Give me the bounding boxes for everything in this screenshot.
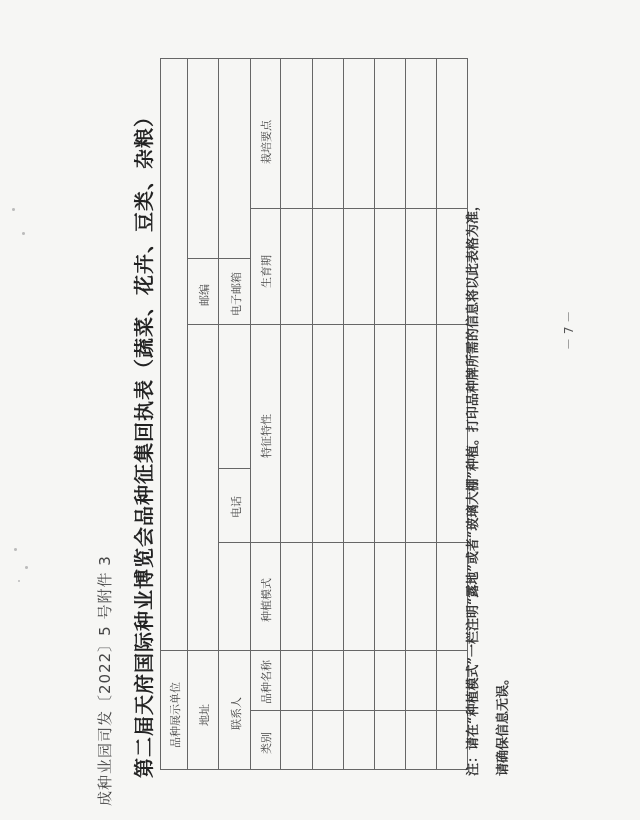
scan-speck [14,548,17,551]
scan-speck [22,232,25,235]
collection-form-table [160,58,468,770]
address-label: 地址 [198,704,211,726]
table-line [218,58,219,770]
table-line [280,58,281,770]
planting-mode-header: 种植模式 [260,578,273,622]
table-line [250,324,468,325]
cultivation-points-header: 栽培要点 [260,120,273,164]
email-label: 电子邮箱 [230,272,243,316]
table-line [343,58,344,770]
table-line [187,258,218,259]
variety-name-header: 品种名称 [260,660,273,704]
table-line [374,58,375,770]
exhibitor-unit-label: 品种展示单位 [169,682,182,748]
footnote-line-2: 请确保信息无误。 [496,671,511,776]
phone-label: 电话 [230,496,243,518]
table-line [250,58,251,770]
page-number: － 7 － [562,310,576,350]
table-line [250,208,468,209]
table-line [218,324,250,325]
footnote-line-1: 注：请在“种植模式”一栏注明“露地”或者“玻璃大棚”种植。打印品种牌所需的信息将以此表格为准， [466,198,481,776]
table-line [405,58,406,770]
table-line [250,710,468,711]
scan-speck [25,566,28,569]
growth-period-header: 生育期 [260,255,273,288]
table-line [187,650,218,651]
features-header: 特征特性 [260,414,273,458]
table-line [312,58,313,770]
scan-speck [12,208,15,211]
table-border [160,769,468,770]
table-line [218,542,250,543]
table-line [218,468,250,469]
table-line [160,650,187,651]
table-line [250,650,468,651]
table-line [187,324,218,325]
table-border [160,58,161,770]
table-line [218,650,250,651]
postal-code-label: 邮编 [198,284,211,306]
page-title: 第二届天府国际种业博览会品种征集回执表（蔬菜、花卉、豆类、杂粮） [132,106,156,778]
table-border [160,58,468,59]
scan-speck [18,580,20,582]
category-header: 类别 [260,732,273,754]
table-line [250,542,468,543]
table-line [436,58,437,770]
contact-person-label: 联系人 [230,697,243,730]
table-line [187,58,188,770]
document-number: 成种业园司发〔2022〕5 号附件 3 [96,555,114,806]
table-line [218,258,250,259]
